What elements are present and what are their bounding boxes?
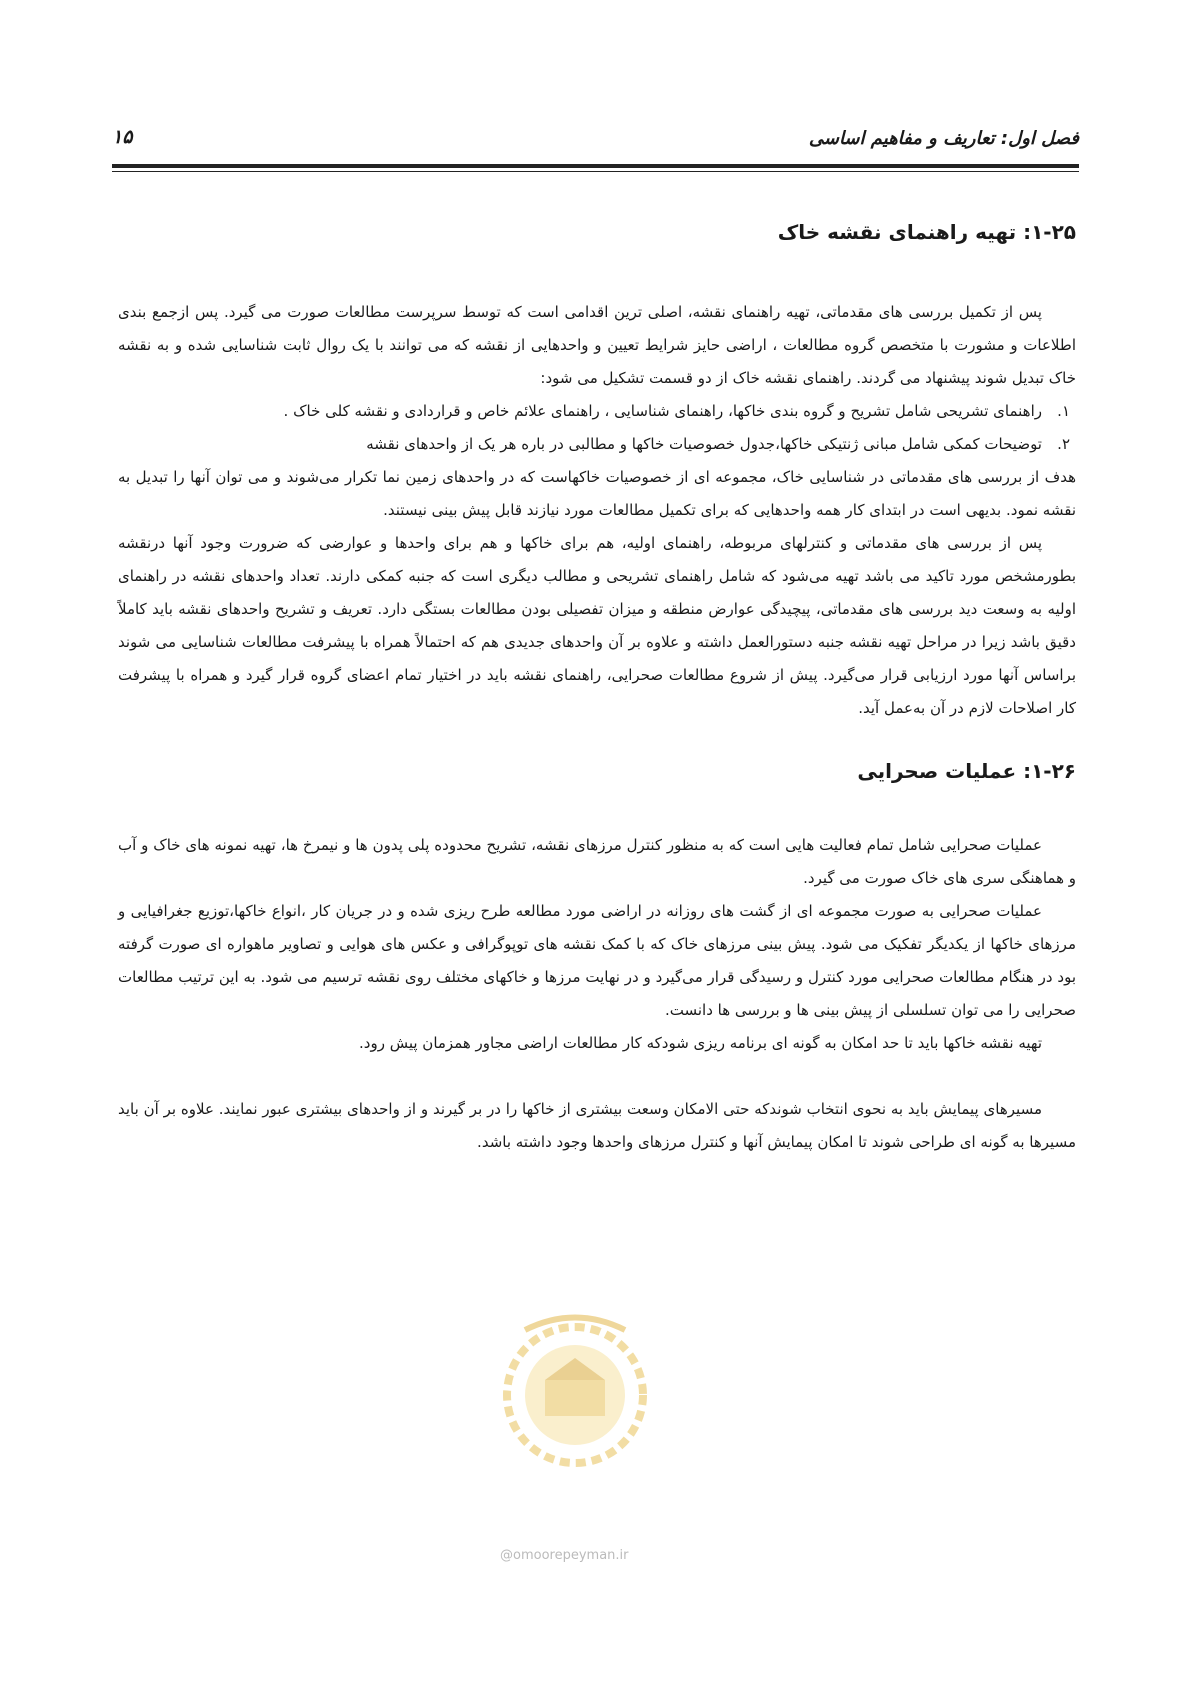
header-rule-thin	[112, 171, 1079, 172]
chapter-title: فصل اول: تعاریف و مفاهیم اساسی	[808, 128, 1079, 149]
list-item-text: توضیحات کمکی شامل مبانی ژنتیکی خاکها،جدول خصوصیات خاکها و مطالبی در باره هر یک از واحدهای نقشه	[366, 435, 1042, 453]
paragraph: هدف از بررسی های مقدماتی در شناسایی خاک، مجموعه ای از خصوصیات خاکهاست که در واحدهای زمین نما تکرار می‌شوند و می توان آنها را تبدیل به نقشه نمود. بدیهی است در ابتدای کار همه واحدهایی که برای تکمیل مطالعات مورد نیازند قابل پیش بینی نیستند.	[118, 468, 1076, 519]
section-heading-field-operations: ۱-۲۶: عملیات صحرایی	[857, 759, 1076, 783]
paragraph: پس از بررسی های مقدماتی و کنترلهای مربوطه، راهنمای اولیه، هم برای خاکها و هم برای واحدها و عوارضی که ضرورت وجود آنها درنقشه بطورمشخص مورد تاکید می باشد تهیه می‌شود که شامل راهنمای تشریحی و مطالب دیگری است که جنبه کمکی دارند. تعداد واحدهای نقشه در راهنمای اولیه به وسعت دید بررسی های مقدماتی، پیچیدگی عوارض منطقه و میزان تفصیلی بودن مطالعات بستگی دارد. تعریف و تشریح واحدهای نقشه باید کاملاً دقیق باشد زیرا در مراحل تهیه نقشه جنبه دستورالعمل داشته و علاوه بر آن واحدهای جدیدی هم که احتمالاً همراه با پیشرفت مطالعات شناسایی می شوند براساس آنها مورد ارزیابی قرار می‌گیرد. پیش از شروع مطالعات صحرایی، راهنمای نقشه باید در اختیار تمام اعضای گروه قرار گیرد و همراه با پیشرفت کار اصلاحات لازم در آن به‌عمل آید.	[118, 534, 1076, 717]
watermark-logo	[490, 1300, 660, 1500]
paragraph: عملیات صحرایی به صورت مجموعه ای از گشت های روزانه در اراضی مورد مطالعه طرح ریزی شده و در جریان کار ،انواع خاکها،توزیع جغرافیایی و مرزهای خاکها از یکدیگر تفکیک می شود. پیش بینی مرزهای خاک که با کمک نقشه های توپوگرافی و عکس های هوایی و تصاویر ماهواره ای صورت گرفته بود در هنگام مطالعات صحرایی مورد کنترل و رسیدگی قرار می‌گیرد و در نهایت مرزها و خاکهای مختلف روی نقشه ترسیم می شود. به این ترتیب مطالعات صحرایی را می توان تسلسلی از پیش بینی ها و بررسی ها دانست.	[118, 902, 1076, 1019]
list-item-text: راهنمای تشریحی شامل تشریح و گروه بندی خاکها، راهنمای شناسایی ، راهنمای علائم خاص و قراردادی و نقشه کلی خاک .	[283, 402, 1042, 420]
list-item	[118, 428, 1076, 461]
page-number: ۱۵	[112, 126, 133, 148]
list-number: ۱.	[1057, 402, 1070, 420]
list-item	[118, 395, 1076, 428]
paragraph: عملیات صحرایی شامل تمام فعالیت هایی است که به منظور کنترل مرزهای نقشه، تشریح محدوده پلی پدون ها و نیمرخ ها، تهیه نمونه های خاک و آب و هماهنگی سری های خاک صورت می گیرد.	[118, 836, 1076, 887]
section-heading-map-legend: ۱-۲۵: تهیه راهنمای نقشه خاک	[777, 220, 1076, 244]
paragraph: تهیه نقشه خاکها باید تا حد امکان به گونه ای برنامه ریزی شودکه کار مطالعات اراضی مجاور همزمان پیش رود.	[359, 1034, 1042, 1052]
header-rule	[112, 164, 1079, 168]
numbered-list	[118, 395, 1076, 461]
watermark-url: @omoorepeyman.ir	[500, 1548, 629, 1563]
paragraph: مسیرهای پیمایش باید به نحوی انتخاب شوندکه حتی الامکان وسعت بیشتری از خاکها را در بر گیرند و از واحدهای بیشتری عبور نمایند. علاوه بر آن باید مسیرها به گونه ای طراحی شوند تا امکان پیمایش آنها و کنترل مرزهای واحدها وجود داشته باشد.	[118, 1100, 1076, 1151]
page-body	[118, 218, 1076, 1159]
list-number: ۲.	[1057, 435, 1070, 453]
running-header	[112, 124, 1079, 164]
paragraph: پس از تکمیل بررسی های مقدماتی، تهیه راهنمای نقشه، اصلی ترین اقدامی است که توسط سرپرست مطالعات صورت می گیرد. پس ازجمع بندی اطلاعات و مشورت با متخصص گروه مطالعات ، اراضی حایز شرایط تعیین و واحدهایی از نقشه که می توانند با یک روال ثابت شناسایی شده و به نقشه خاک تبدیل شوند پیشنهاد می گردند. راهنمای نقشه خاک از دو قسمت تشکیل می شود:	[118, 303, 1076, 387]
